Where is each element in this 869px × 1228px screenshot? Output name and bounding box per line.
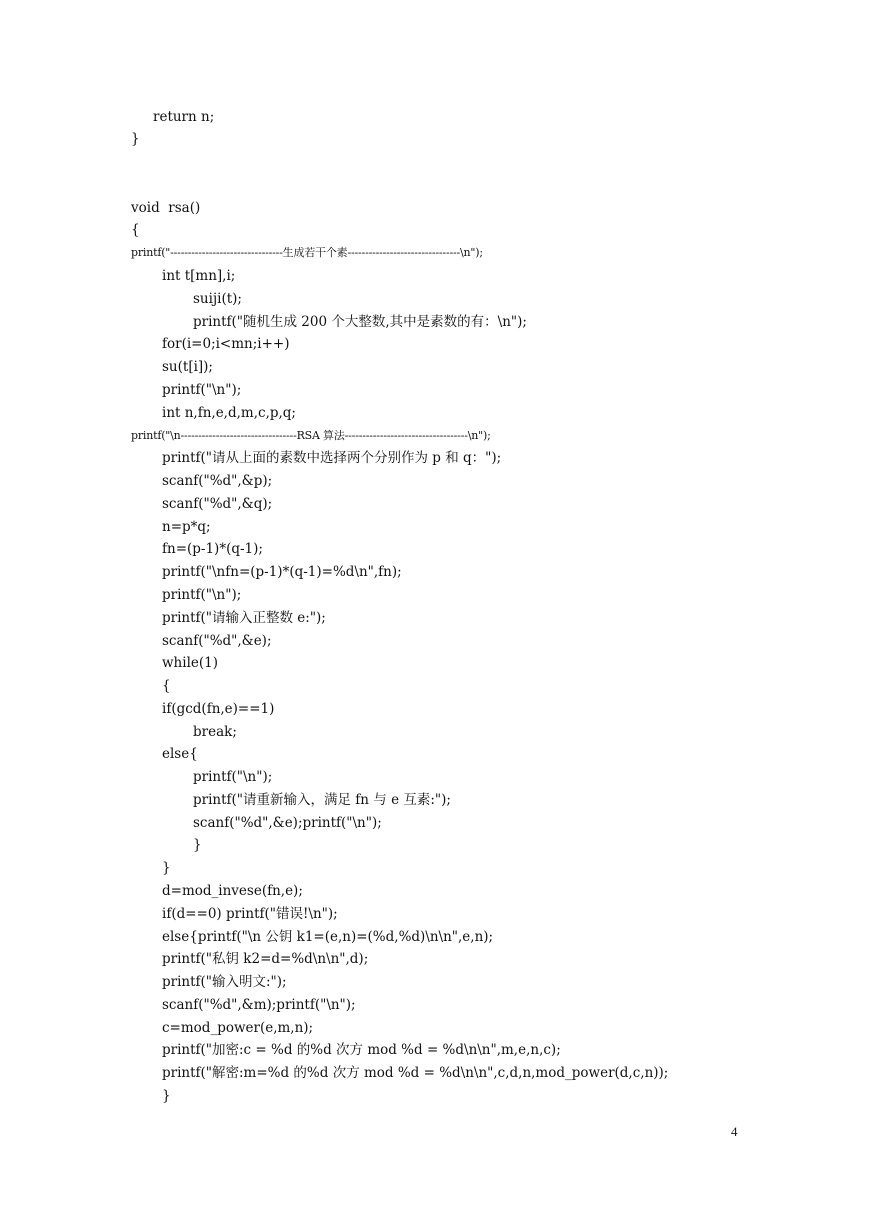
code-line: }	[193, 837, 202, 853]
code-line: suiji(t);	[193, 291, 242, 307]
code-line: printf("--------------------------------生成若干个素--------------------------------\n");	[131, 246, 483, 259]
code-line: else{printf("\n 公钥 k1=(e,n)=(%d,%d)\n\n",e,n);	[162, 929, 494, 945]
page-number: 4	[731, 1124, 738, 1139]
code-line: d=mod_invese(fn,e);	[162, 883, 303, 899]
code-line: for(i=0;i<mn;i++)	[162, 336, 290, 352]
code-line: printf("\n---------------------------------RSA 算法-----------------------------------\n");	[131, 429, 491, 442]
code-line: else{	[162, 746, 198, 762]
code-line: }	[162, 1088, 171, 1104]
code-line: printf("\n");	[162, 587, 242, 603]
code-line: printf("\n");	[193, 769, 273, 785]
code-line: int t[mn],i;	[162, 268, 236, 284]
code-line: printf("私钥 k2=d=%d\n\n",d);	[162, 951, 369, 967]
code-line: printf("输入明文:");	[162, 974, 287, 990]
code-line: su(t[i]);	[162, 359, 213, 375]
code-line: scanf("%d",&p);	[162, 473, 273, 489]
code-line: if(gcd(fn,e)==1)	[162, 701, 275, 717]
code-line: scanf("%d",&e);printf("\n");	[193, 815, 382, 831]
code-line: printf("\nfn=(p-1)*(q-1)=%d\n",fn);	[162, 564, 402, 580]
code-line: while(1)	[162, 655, 218, 671]
code-line: printf("加密:c = %d 的%d 次方 mod %d = %d\n\n",m,e,n,c);	[162, 1042, 561, 1058]
code-line: printf("请从上面的素数中选择两个分别作为 p 和 q：");	[162, 450, 502, 466]
code-line: return n;	[153, 109, 215, 125]
code-line: {	[162, 678, 171, 694]
code-line: printf("随机生成 200 个大整数,其中是素数的有：\n");	[193, 314, 527, 330]
code-line: scanf("%d",&q);	[162, 496, 273, 512]
code-line: printf("请输入正整数 e:");	[162, 610, 326, 626]
code-line: printf("请重新输入，满足 fn 与 e 互素:");	[193, 792, 451, 808]
code-line: printf("\n");	[162, 382, 242, 398]
code-line: void rsa()	[131, 200, 201, 216]
code-line: }	[162, 860, 171, 876]
code-line: scanf("%d",&e);	[162, 633, 272, 649]
code-line: }	[131, 131, 140, 147]
code-line: c=mod_power(e,m,n);	[162, 1020, 314, 1036]
code-line: n=p*q;	[162, 519, 211, 535]
code-line: scanf("%d",&m);printf("\n");	[162, 997, 356, 1013]
code-line: break;	[193, 724, 237, 740]
code-line: {	[131, 222, 140, 238]
code-line: int n,fn,e,d,m,c,p,q;	[162, 405, 296, 421]
code-line: printf("解密:m=%d 的%d 次方 mod %d = %d\n\n",c,d,n,mod_power(d,c,n));	[162, 1065, 669, 1081]
code-line: if(d==0) printf("错误!\n");	[162, 906, 338, 922]
code-line: fn=(p-1)*(q-1);	[162, 541, 263, 557]
